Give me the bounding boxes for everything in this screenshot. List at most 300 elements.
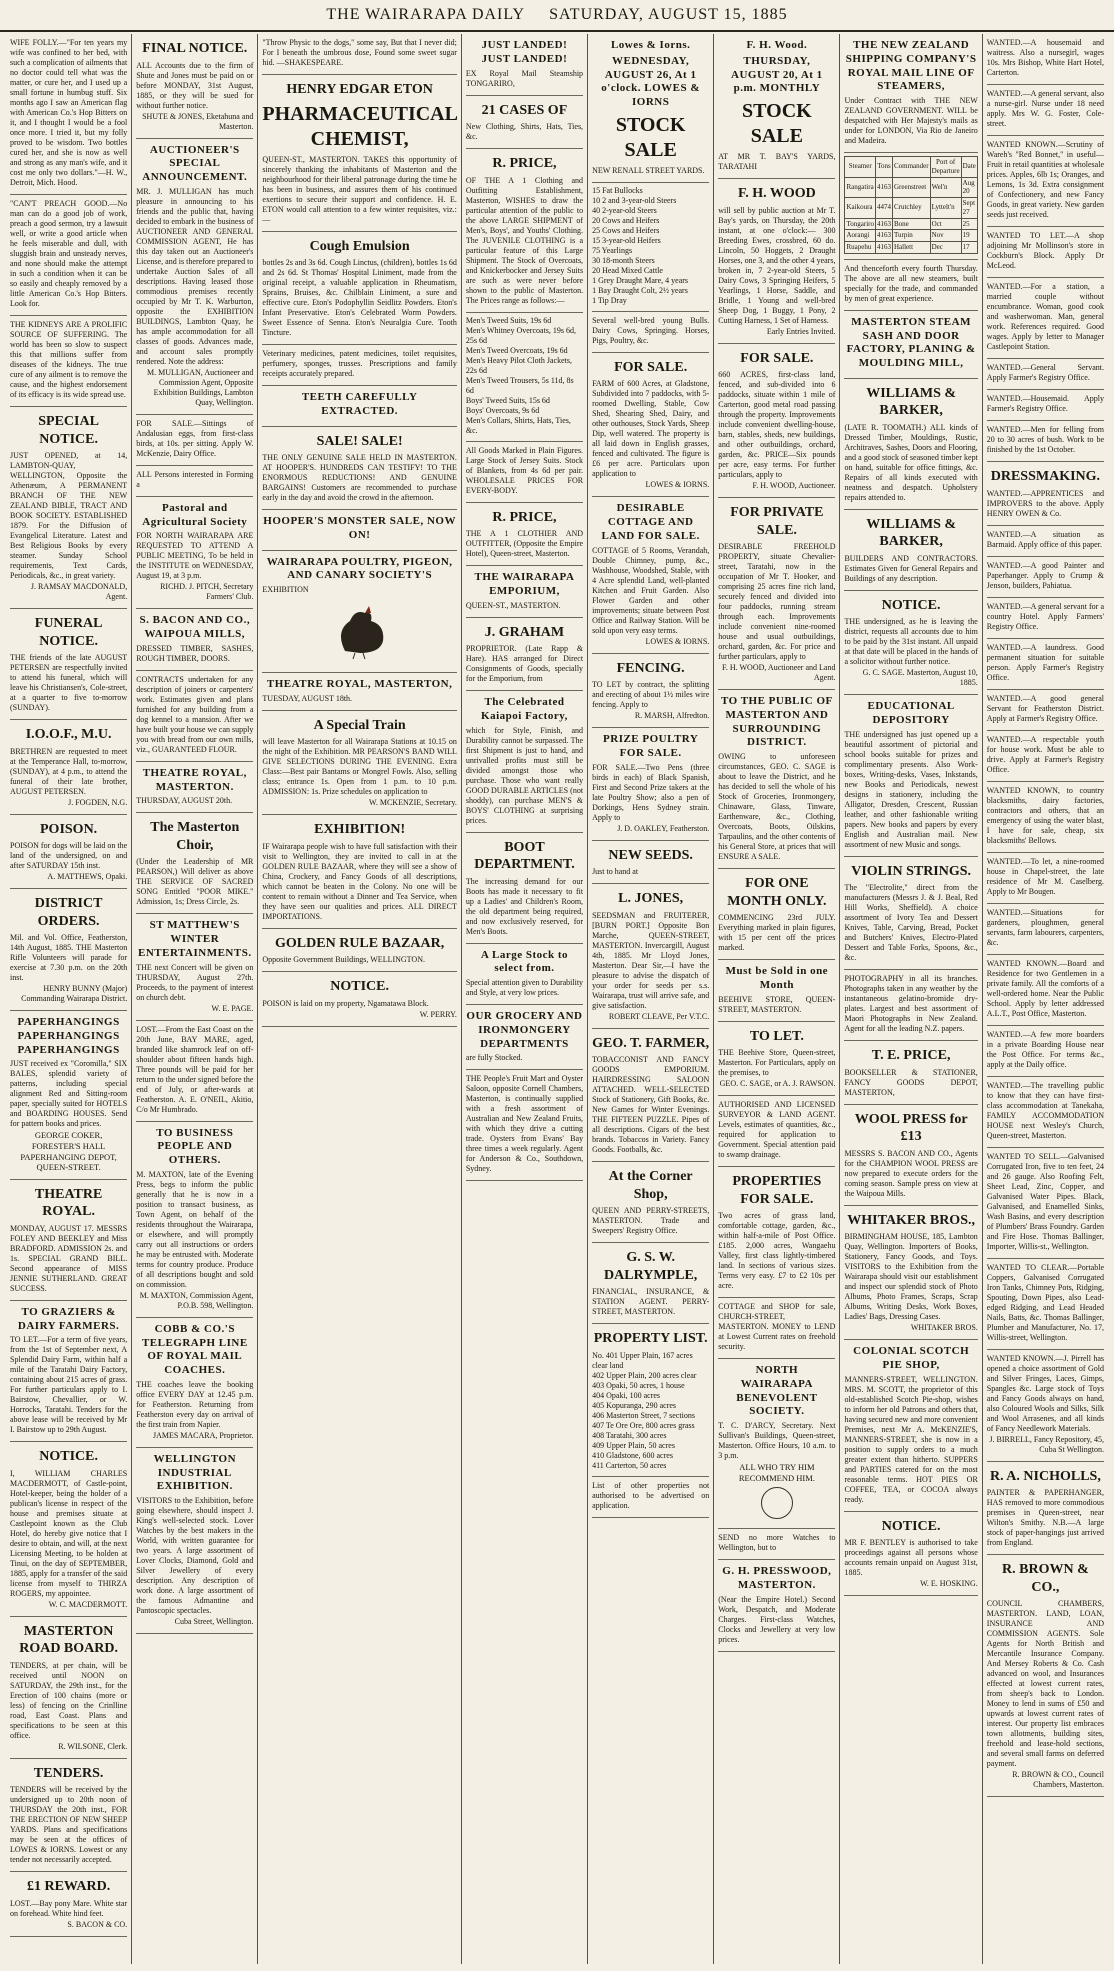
ad-body: SEND no more Watches to Wellington, but to	[718, 1533, 836, 1553]
ad-signature: W. MCKENZIE, Secretary.	[369, 798, 457, 808]
ad-title: L. JONES,	[618, 891, 684, 906]
table-cell: Aug 20	[961, 177, 977, 198]
ad-body: T. C. D'ARCY, Secretary. Next Sullivan's Buildings, Queen-street, Masterton. Office Hours, 10 a.m. to 3 p.m.	[718, 1421, 836, 1460]
ad-body: FINANCIAL, INSURANCE, & STATION AGENT. PERRY-STREET, MASTERTON.	[592, 1287, 710, 1316]
ad-list-item: 404 Opaki, 100 acres	[592, 1390, 661, 1400]
advertisement	[262, 711, 456, 816]
advertisement	[136, 415, 253, 466]
ad-body: WANTED.—APPRENTICES and IMPROVERS to the above. Apply HENRY OWEN & Co.	[986, 488, 1104, 518]
ad-signature: A. MATTHEWS, Opaki.	[47, 872, 128, 881]
ad-body: WANTED KNOWN, to country blacksmiths, dairy factories, contractors and others, that an emergency of using the water blast, I have for sale, cheap, six blacksmiths' Bellows.	[986, 785, 1104, 845]
ad-signature: LOWES & IORNS.	[645, 480, 710, 490]
table-row	[845, 242, 977, 254]
ad-title: NOTICE.	[39, 1449, 98, 1465]
column-5	[588, 34, 714, 1964]
newspaper-columns	[6, 34, 1108, 1964]
advertisement	[718, 344, 835, 499]
advertisement	[136, 1448, 253, 1634]
ad-body: JUST OPENED, at 14, LAMBTON-QUAY, WELLINGTON, Opposite the Athenæum, A PERMANENT BRANCH OF THE NEW ZEALAND BIBLE, TRACT AND BOOK SOCIETY. ESTABLISHED 1879. For the Diffusion of Evangelical Literature. Latest and Best Religious Books by every steamer. Sunday School requirements, Text Cards, Periodicals, &c., in great variety.	[10, 451, 128, 580]
ad-body: (Under the Leadership of MR PEARSON,) Will deliver as above THE SERVICE OF SACRED SONG Entitled "POOR MIKE." Admission, 1s; Dress Circle, 2s.	[136, 857, 254, 907]
ad-title: GEO. T. FARMER,	[592, 1035, 710, 1051]
ad-title: THEATRE ROYAL, MASTERTON,	[266, 678, 453, 690]
advertisement	[466, 566, 583, 618]
advertisement	[987, 1555, 1104, 1797]
ad-signature: WHITAKER BROS.	[910, 1323, 978, 1333]
advertisement	[718, 1022, 835, 1097]
advertisement	[592, 1162, 709, 1243]
advertisement	[592, 353, 709, 498]
ad-signature: S. BACON & CO.	[67, 1919, 128, 1929]
ad-signature: G. C. SAGE. Masterton, August 10, 1885.	[862, 668, 978, 688]
advertisement	[987, 421, 1104, 462]
ad-body: THE Beehive Store, Queen-street, Masterton. For Particulars, apply on the premises, to	[718, 1048, 836, 1077]
ad-body: WANTED.—A situation as Barmaid. Apply office of this paper.	[986, 529, 1104, 549]
ad-body: WANTED.—To let, a nine-roomed house in Chapel-street, the late residence of Mr M. Caselberg. Apply to Mr Bougen.	[986, 856, 1104, 896]
table-cell: 17	[961, 242, 977, 254]
advertisement	[718, 690, 835, 869]
advertisement	[844, 1105, 977, 1206]
ad-body: Two acres of grass land, comfortable cottage, garden, &c., within half-a-mile of Post Office. £185. 2,000 acres, Wangaehu Valley, first class lightly-timbered land. In sections of various sizes. Terms very easy. £7 to £2 10s per acre.	[718, 1211, 836, 1290]
advertisement	[466, 691, 583, 833]
advertisement	[987, 690, 1104, 731]
table-cell: Wel'n	[930, 177, 961, 198]
ad-title: FOR SALE.	[740, 350, 814, 366]
ad-title: FOR SALE.	[614, 359, 688, 375]
ad-title: NORTH WAIRARAPA BENEVOLENT SOCIETY.	[736, 1364, 818, 1418]
ad-body: QUEEN-ST., MASTERTON. TAKES this opportunity of sincerely thanking the inhabitants of Masterton and the neighbourhood for their liberal patronage during the time he has been in business, and assures them of his continued exertions to secure their support and confidence. H. E. ETON would call attention to a few winter requisites, viz.:—	[262, 154, 457, 224]
advertisement	[262, 345, 456, 386]
ad-signature: J. BIRRELL, Fancy Repository, 45, Cuba St Wellington.	[989, 1434, 1104, 1454]
ad-body: IF Wairarapa people wish to have full satisfaction with their visit to Wellington, they are invited to call in at the GOLDEN RULE BAZAAR, where they will see a show of China, Crockery, and Fancy Goods of all descriptions, which cannot be beaten in the Colony. No one will be content to remain without a Dinner and Tea Service, when they have seen our qualities and prices. ALL DIRECT IMPORTATIONS.	[262, 841, 457, 921]
table-cell: 25	[961, 218, 977, 230]
ad-title: EDUCATIONAL DEPOSITORY	[867, 700, 955, 726]
ad-title: R. BROWN & CO.,	[1002, 1562, 1089, 1595]
ad-title: The Masterton Choir,	[150, 820, 240, 853]
ad-signature: W. E. HOSKING.	[920, 1579, 978, 1589]
ad-list-item: Men's Heavy Pilot Cloth Jackets, 22s 6d	[465, 355, 572, 375]
table-header: Port of Departure	[930, 157, 961, 178]
advertisement	[592, 1477, 709, 1518]
ad-body: QUEEN AND PERRY-STREETS, MASTERTON. Trade and Sweepers' Registry Office.	[592, 1206, 710, 1235]
ad-list-item: 40 2-year-old Steers	[592, 205, 657, 215]
advertisement	[10, 407, 127, 609]
ad-title: THEATRE ROYAL.	[34, 1186, 103, 1220]
ad-body: The increasing demand for our Boots has made it necessary to fit up a Ladies' and Children's Room, the old department being required, and now exclusively reserved, for Men's Boots.	[465, 876, 584, 936]
ad-body: WANTED.—A general servant for a country Hotel. Apply Farmers' Registry Office.	[986, 601, 1104, 631]
advertisement	[987, 359, 1104, 390]
advertisement	[136, 609, 253, 671]
advertisement	[262, 510, 456, 551]
table-cell: Aorangi	[845, 230, 876, 242]
advertisement	[10, 889, 127, 1011]
ad-list-item: 411 Carterton, 50 acres	[592, 1460, 667, 1470]
ad-body: "Throw Physic to the dogs," some say, But that I never did; For I beneath the umbrous dose, Found some sweet sugar hid. —SHAKESPEARE.	[262, 38, 457, 67]
ad-list-item: No. 401 Upper Plain, 167 acres clear land	[592, 1350, 693, 1370]
ad-body: THE undersigned, as he is leaving the district, requests all accounts due to him to be paid by the 31st instant. All unpaid at that date will be placed in the hands of a solicitor without further notice.	[844, 617, 978, 667]
ad-body: POISON is laid on my property, Ngamatawa Block.	[262, 998, 429, 1008]
ad-body: TUESDAY, AUGUST 18th.	[262, 693, 353, 703]
ad-title: HENRY EDGAR ETON	[286, 82, 433, 97]
ad-body: Mil. and Vol. Office, Featherston, 14th August, 1885. THE Masterton Rifle Volunteers will parade for exercise at 7.30 p.m. on the 20th inst.	[10, 933, 128, 982]
advertisement	[987, 1148, 1104, 1259]
table-cell: Oct	[930, 218, 961, 230]
ad-signature: M. MULLIGAN, Auctioneer and Commission Agent, Opposite Exhibition Buildings, Lambton Quay, Wellington.	[146, 367, 254, 407]
advertisement	[718, 1096, 835, 1167]
ad-title: G. S. W. DALRYMPLE,	[604, 1250, 698, 1283]
ad-body: AUTHORISED AND LICENSED SURVEYOR & LAND AGENT. Levels, estimates of quantities, &c., required for application to Government. Special attention paid to swamp drainage.	[718, 1100, 836, 1159]
table-cell: Crutchley	[892, 198, 930, 219]
ad-title: FOR PRIVATE SALE.	[730, 505, 824, 538]
ad-title: PRIZE POULTRY FOR SALE.	[603, 733, 699, 759]
advertisement	[10, 1180, 127, 1301]
ad-list-item: 403 Opaki, 50 acres, 1 house	[592, 1380, 685, 1390]
advertisement	[136, 34, 253, 139]
ad-body: PHOTOGRAPHY in all its branches. Photographs taken in any weather by the instantaneous gelatino-bromide dry-plates. Largest and best assortment of Maori Photographs in New Zealand. Agent for all the leading N.Z. papers.	[844, 974, 978, 1034]
advertisement	[987, 526, 1104, 557]
ad-list-item: 1 Grey Draught Mare, 4 years	[592, 275, 689, 285]
table-cell: Nov	[930, 230, 961, 242]
ad-body: MESSRS S. BACON AND CO., Agents for the CHAMPION WOOL PRESS are now prepared to execute orders for the coming season. Sample press on view at the Waipoua Mills.	[844, 1148, 978, 1198]
advertisement	[844, 311, 977, 379]
ad-subtitle: STOCK SALE	[615, 113, 686, 161]
table-cell: 4163	[875, 177, 892, 198]
ad-body: EX Royal Mail Steamship TONGARIRO,	[465, 68, 584, 88]
advertisement	[10, 1442, 127, 1617]
ad-body: LOST.—From the East Coast on the 20th June, BAY MARE, aged, branded like shamrock leaf on off-shoulder about fifteen hands high. Three pounds will be paid for her return to the under signed before the end of July, or after-wards at Featherston. A. E. O'NEIL, Akitio, C/o Mr Humbrado.	[136, 1024, 254, 1114]
advertisement	[262, 386, 456, 427]
ad-title: GOLDEN RULE BAZAAR,	[275, 935, 445, 951]
ad-body: All Goods Marked in Plain Figures. Large Stock of Jersey Suits. Stock of Blankets, from 4s 6d per pair. WHOLESALE PRICES FOR EVERY-BODY.	[465, 445, 584, 495]
ad-body: Veterinary medicines, patent medicines, toilet requisites, perfumery, sponges, trusses. Prescriptions and family receipts accurately prepared.	[262, 349, 457, 378]
pocket-watch-icon	[761, 1487, 793, 1519]
ad-title: WELLINGTON INDUSTRIAL EXHIBITION.	[153, 1452, 237, 1493]
ad-body: WANTED TO CLEAR.—Portable Coppers, Galvanised Corrugated Iron Tanks, Chimney Pots, Ridging, Spouting, Down Pipes, also Lead-edged Ridging, and Lead Headed Nails, Batts, &c. Thomas Ballinger, Plumber and Manufacturer, No. 17, Willis-street, Wellington.	[986, 1262, 1104, 1342]
ad-title: WOOL PRESS for £13	[854, 1111, 968, 1145]
ad-signature: R. BROWN & CO., Council Chambers, Masterton.	[1012, 1770, 1104, 1789]
ad-body: FOR SALE.—Sittings of Andalusian eggs, from first-class birds, at 10s. per sitting. Apply W. McKenzie, Dairy Office.	[136, 418, 254, 458]
ad-body: are fully Stocked.	[465, 1053, 523, 1063]
ad-signature: J. RAMSAY MACDONALD, Agent.	[30, 582, 128, 601]
advertisement	[466, 833, 583, 944]
advertisement	[10, 1011, 127, 1180]
ad-signature: W. C. MACDERMOTT.	[48, 1599, 128, 1609]
table-cell: 19	[961, 230, 977, 242]
ad-body: THE coaches leave the booking office EVERY DAY at 12.45 p.m. for Featherston. Returning from Featherston every day on arrival of the first train from Napier.	[136, 1379, 254, 1429]
ad-body: TO LET.—For a term of five years, from the 1st of September next, A Splendid Dairy Farm, within half a mile of the Taratahi Dairy Factory, containing about 215 acres of grass. For further particulars apply to I. Bairstow, Chevallier, or W. Horrocks, Taratahi. Tenders for the above lease will be received by Mr I. Bairstow up to 29th August.	[10, 1335, 128, 1435]
ad-header: Lowes & Iorns.	[610, 39, 691, 51]
table-cell: 4163	[875, 218, 892, 230]
ad-body: EXHIBITION	[262, 585, 309, 594]
ad-body: Opposite Government Buildings, WELLINGTON.	[262, 955, 425, 965]
ad-title: TO THE PUBLIC OF MASTERTON AND SURROUNDING DISTRICT.	[720, 695, 833, 749]
ad-title: VIOLIN STRINGS.	[851, 863, 972, 879]
column-6	[714, 34, 840, 1964]
advertisement	[718, 960, 835, 1022]
table-header: Commander	[892, 157, 930, 178]
ad-signature: W. E. PAGE.	[211, 1003, 254, 1013]
ad-body: BOOKSELLER & STATIONER, FANCY GOODS DEPOT, MASTERTON,	[844, 1067, 978, 1097]
ad-body: WANTED KNOWN.—J. Pirrell has opened a choice assortment of Gold and Silver Fringes, Laces, Gimps, Spangles &c. Large stock of Toys and Fancy Goods always on hand, also Coloured Wools and Silks, Silk and Wool Arrasenes, and all kinds of Fancy Needlework Materials.	[986, 1353, 1104, 1433]
ad-list-item: Men's Tweed Suits, 19s 6d	[465, 315, 552, 325]
advertisement	[844, 695, 977, 857]
ad-title: NEW SEEDS.	[608, 847, 693, 863]
ad-title: FUNERAL NOTICE.	[34, 616, 103, 649]
ad-body: WANTED.—The travelling public to know that they can have first-class accommodation at Tanekaha, FAMILY ACCOMMODATION HOUSE next Wesley's Church, Queen-street, Masterton.	[986, 1080, 1104, 1140]
table-row	[845, 198, 977, 219]
sailing-table	[844, 156, 977, 254]
table-cell: Kaikoura	[845, 198, 876, 219]
advertisement	[987, 782, 1104, 853]
advertisement	[10, 815, 127, 890]
advertisement	[136, 671, 253, 762]
advertisement	[136, 914, 253, 1020]
ad-body: Under Contract with THE NEW ZEALAND GOVERNMENT. WILL be despatched with Her Majesty's mails as under for LONDON, Via Rio de Janeiro and Madeira.	[844, 96, 978, 145]
ad-list-item: 10 2 and 3-year-old Steers	[592, 195, 677, 205]
advertisement	[592, 884, 709, 1029]
ad-title: AUCTIONEER'S SPECIAL ANNOUNCEMENT.	[142, 143, 248, 183]
advertisement	[466, 442, 583, 503]
ad-title: MASTERTON STEAM SASH AND DOOR FACTORY, PLANING & MOULDING MILL,	[846, 315, 976, 369]
ad-title: DISTRICT ORDERS.	[34, 896, 103, 929]
advertisement	[844, 260, 977, 311]
ad-body: M. MAXTON, late of the Evening Press, begs to inform the public generally that he is now in a position to transact business, as Town Agent, on behalf of the residents throughout the Wairarapa, or elsewhere, and will promptly carry out all instructions or orders he may be entrusted with. Moderate terms for country produce. Produce of all descriptions bought and sold on commission.	[136, 1169, 254, 1289]
ad-title: TO LET.	[749, 1028, 804, 1044]
advertisement	[466, 149, 583, 313]
ad-footer: GEORGE COKER, FORESTER'S HALL PAPERHANGING DEPOT, QUEEN-STREET.	[20, 1130, 117, 1173]
ad-body: ALL Persons interested in Forming a	[136, 469, 254, 489]
advertisement	[10, 720, 127, 815]
ad-list-item: 410 Gladstone, 600 acres	[592, 1450, 673, 1460]
advertisement	[718, 1167, 835, 1298]
table-cell: Lyttelt'n	[930, 198, 961, 219]
ad-body: DESIRABLE FREEHOLD PROPERTY, situate Chevalier-street, Taratahi, now in the occupation of Mr T. Hooker, and comprising 25 acres fine rich land, securely fenced and divided into four paddocks, running stream through each. Improvements include convenient nine-roomed house and usual outbuildings, orchard, garden, &c. For price and further particulars, apply to	[718, 542, 836, 661]
ad-body: WANTED TO SELL.—Galvanised Corrugated Iron, five to ten feet, 24 and 26 gauge. Also Roofing Felt, Sheet Lead, Zinc, Copper, and Galvanised Water Pipes. Black, Galvanised, and Enamelled Sinks, Wash Basins, and every description of Plumbers' Brass Foundry. Garden and Fire Hose. Thomas Ballinger, Importer, Willis-st., Wellington.	[986, 1151, 1104, 1251]
advertisement	[987, 390, 1104, 421]
ad-title: Must be Sold in one Month	[725, 965, 829, 991]
ad-list-item: 20 Head Mixed Cattle	[592, 265, 663, 275]
ad-list-item: Men's Tweed Trousers, 5s 11d, 8s 6d	[465, 375, 574, 395]
ad-title: S. BACON AND CO., WAIPOUA MILLS,	[139, 614, 251, 640]
ad-list	[592, 1351, 709, 1471]
ad-subtitle: PHARMACEUTICAL CHEMIST,	[262, 102, 458, 150]
table-header: Tons	[875, 157, 892, 178]
advertisement	[136, 813, 253, 914]
ad-list-item: Boys' Overcoats, 9s 6d	[465, 405, 540, 415]
ad-body: 660 ACRES, first-class land, fenced, and sub-divided into 6 paddocks, situate within 1 mile of Carterton, good metal road passing through the property. Improvements include convenient dwelling-house, barn, stables, sheds, new buildings, and other outbuildings, orchard, garden, &c. PRICE—Six pounds per acre, easy terms. For further particulars, apply to	[718, 370, 836, 479]
ad-body: WANTED TO LET.—A shop adjoining Mr Mollinson's store in Cockburn's Block. Apply Dr McLeod.	[986, 231, 1104, 270]
ad-body: VISITORS to the Exhibition, before going elsewhere, should inspect J. King's well-selected stock. Lover Watches by the best makers in the World, with written guarantee for two years. A large assortment of Lover Clocks, Diamond, Gold and Silver Jewellery of every description. Any description of work done. A large assortment of the famous Admantine and Pantoscopic spectacles.	[136, 1496, 254, 1615]
ad-body: THE A 1 CLOTHIER AND OUTFITTER, (Opposite the Empire Hotel), Queen-street, Masterton.	[465, 529, 584, 558]
ad-title: JUST LANDED! JUST LANDED!	[481, 39, 568, 65]
column-8	[983, 34, 1108, 1964]
ad-body: NEW RENALL STREET YARDS.	[592, 165, 705, 175]
ad-title: PROPERTY LIST.	[593, 1331, 708, 1346]
ad-title: NOTICE.	[881, 597, 941, 613]
table-cell: Rangatira	[845, 177, 876, 198]
advertisement	[262, 232, 456, 346]
advertisement	[844, 1340, 977, 1512]
advertisement	[466, 944, 583, 1006]
advertisement	[592, 654, 709, 729]
ad-title: The Celebrated Kaiapoi Factory,	[481, 696, 568, 722]
ad-body: THE undersigned has just opened up a beautiful assortment of pictorial and school books suitable for prizes and complimentary presents. Also Work-boxes, Writing-desks, Vases, Inkstands, new Books and Periodicals, newest designs in stationery, including the Alligator, Dresden, Crescent, Russian leather, and other fashionable writing papers. New books and papers by every English and Australian mail. New assortment of new Music and songs.	[844, 729, 978, 849]
ad-body: TENDERS will be received by the undersigned up to 20th noon of THURSDAY the 20th inst., FOR THE ERECTION OF NEW SHEEP YARDS. Plans and specifications may be seen at the offices of LOWES & IORNS. Lowest or any tender not necessarily accepted.	[10, 1785, 128, 1865]
ad-body: AT MR T. BAY'S YARDS, TARATAHI	[718, 152, 836, 171]
ad-body: WANTED.—A good general Servant for Featherston District. Apply at Farmer's Registry Office.	[986, 693, 1104, 723]
ad-list-item: 15 3-year-old Heifers	[592, 235, 661, 245]
ad-title: FENCING.	[616, 660, 685, 676]
ad-title: TEETH CAREFULLY EXTRACTED.	[301, 391, 418, 417]
ad-body: FOR NORTH WAIRARAPA ARE REQUESTED TO ATTEND A PUBLIC MEETING, To be held in the INSTITUTE on WEDNESDAY, August 19, at 3 p.m.	[136, 531, 254, 581]
ad-title: WHITAKER BROS.,	[847, 1212, 975, 1228]
advertisement	[987, 85, 1104, 136]
ad-body: Just to hand at	[592, 867, 639, 876]
advertisement	[592, 728, 709, 841]
table-cell: 4163	[875, 230, 892, 242]
advertisement	[136, 466, 253, 497]
ad-list-item: 30 18-month Steers	[592, 255, 655, 265]
ad-title: THE WAIRARAPA EMPORIUM,	[474, 571, 575, 597]
advertisement	[844, 1206, 977, 1341]
column-2	[132, 34, 258, 1964]
ad-title: TO BUSINESS PEOPLE AND OTHERS.	[156, 1126, 234, 1166]
ad-list-item: 405 Kopuranga, 290 acres	[592, 1400, 677, 1410]
ad-body: WIFE FOLLY.—"For ten years my wife was confined to her bed, with such a complication of ailments that no doctor could tell what was the matter, or cure her, and I used up a small fortune in humbug stuff. Six months ago I saw an American flag with American Co.'s Hop Bitters on it, and I thought I would be a fool once more. I tried it, but my folly proved to be wisdom. Two bottles cured her, and she is now as well and strong as any man's wife, and it cost me only two dollars."—H. W., Detroit, Mich. Hood.	[10, 38, 128, 187]
ad-body: THE friends of the late AUGUST PETERSEN are respectfully invited to attend his funeral, which will leave his Christiansen's, Cole-street, at a quarter to five to-morrow (SUNDAY).	[10, 653, 128, 712]
advertisement	[10, 1617, 127, 1759]
ad-title: NOTICE.	[330, 979, 389, 995]
ad-signature: SHUTE & JONES, Eketahuna and Masterton.	[142, 111, 254, 131]
advertisement	[844, 970, 977, 1041]
ad-signature: F. H. WOOD, Auctioneer and Land Agent.	[722, 663, 836, 682]
ad-body: WANTED.—Situations for gardeners, ploughmen, general servants, farm labourers, carpenters, &c.	[986, 907, 1104, 947]
advertisement	[10, 195, 127, 316]
table-cell: Tongariro	[845, 218, 876, 230]
ad-signature: ROBERT CLEAVE, Per V.T.C.	[608, 1011, 710, 1021]
ad-signature: LOWES & IORNS.	[645, 636, 710, 646]
advertisement	[592, 841, 709, 885]
advertisement	[466, 618, 583, 692]
ad-body: MR F. BENTLEY is authorised to take proceedings against all persons whose accounts remain unpaid on August 31st, 1885.	[844, 1538, 978, 1578]
ad-body: PAINTER & PAPERHANGER, HAS removed to more commodious premises in Queen-street, near Wilton's Smithy. N.B.—A large stock of paper-hangings just arrived from England.	[986, 1488, 1104, 1547]
ad-body: bottles 2s and 3s 6d. Cough Linctus, (children), bottles 1s 6d and 2s 6d. St Thomas' Hospital Liniment, made from the original receipt, a valuable application in Rheumatism, Sprains, Bruises, &c. Chilblain Liniment, a sure and effective cure. Eton's Podophyllin Seidlitz Powders. Eton's Infant Preservative. Eton's Celebrated Worm Powders. Sweet Essence of Senna. Eton's Neuralgia Cure. Tooth Tincture.	[262, 258, 457, 337]
table-cell: Greenstreet	[892, 177, 930, 198]
advertisement	[987, 1259, 1104, 1350]
ad-title: THE NEW ZEALAND SHIPPING COMPANY'S ROYAL MAIL LINE OF STEAMERS,	[845, 39, 977, 93]
ad-title: A Special Train	[313, 717, 406, 733]
advertisement	[987, 462, 1104, 526]
ad-body: MONDAY, AUGUST 17. MESSRS FOLEY AND BEEKLEY and Miss BRADFORD. ADMISSION 2s. and 1s. SPECIAL GRAND BILL. Second appearance of MISS JENNIE SUTHERLAND. GREAT SUCCESS.	[10, 1223, 128, 1293]
advertisement	[262, 34, 456, 75]
ad-signature: J. D. OAKLEY, Featherston.	[617, 823, 710, 833]
ad-list-item: 408 Taratahi, 300 acres	[592, 1430, 667, 1440]
ad-body: COTTAGE of 5 Rooms, Verandah, Double Chimney, pump, &c., Washhouse, Woodshed, Stable, with 4 Acre splendid Land, well-planted Kitchen and Fruit Garden. Also Flower Garden and other improvements; situate between Post Office and Railway Station. Will be sold upon very easy terms.	[592, 545, 710, 635]
ad-body: LOST.—Bay pony Mare. White star on forehead. White hind feet.	[10, 1898, 128, 1918]
ad-list-item: 406 Masterton Street, 7 sections	[592, 1410, 695, 1420]
ad-body: WANTED KNOWN.—Board and Residence for two Gentlemen in a private family. All the comforts of a well-ordered home. Near the Public School. Apply by letter addressed A.L.T., Post Office, Masterton.	[986, 958, 1104, 1018]
column-1	[6, 34, 132, 1964]
ad-body: MANNERS-STREET, WELLINGTON. MRS. M. SCOTT, the proprietor of this old-established Scotch Pie-shop, wishes to inform her old Patrons and others that, having secured new and more convenient Premises, next Mr A. McKENZIE'S, MANNERS-STREET, she is now in a position to supply orders to a much greater extent than hitherto. SUPPERS and PARTIES catered for on the most reasonable terms. HOT PIES OR COFFEE, TEA, or COCOA always ready.	[844, 1374, 978, 1504]
ad-body: (LATE R. TOOMATH.) ALL kinds of Dressed Timber, Mouldings, Rustic, Architraves, Sashes, Doors and Flooring, and a good stock of seasoned timber kept on hand, suitable for office fittings, &c. Repairs of all kinds executed with neatness and despatch. Upholstery repairs attended to.	[844, 422, 978, 502]
advertisement	[10, 609, 127, 720]
ad-title: COBB & CO.'S TELEGRAPH LINE OF ROYAL MAIL COACHES.	[141, 1322, 248, 1376]
ad-body: THE People's Fruit Mart and Oyster Saloon, opposite Cornell Chambers, Masterton, is continually supplied with a fresh assortment of Australian and New Zealand Fruits, with which they drive a cutting trade. Oysters from Evans' Bay three times a week regularly. Agent for Anderson & Co., Southdown, Sydney.	[465, 1074, 584, 1174]
advertisement	[844, 153, 977, 260]
table-cell: Turpin	[892, 230, 930, 242]
ad-body: WANTED.—A few more boarders in a private Boarding House near the Post Office. For terms &c., apply at the Daily office.	[986, 1029, 1104, 1069]
advertisement	[136, 497, 253, 610]
ad-title: R. PRICE,	[492, 156, 557, 171]
advertisement	[844, 1041, 977, 1105]
ad-list-item: 409 Upper Plain, 50 acres	[592, 1440, 675, 1450]
column-7	[840, 34, 982, 1964]
ad-title: G. H. PRESSWOOD, MASTERTON.	[722, 1565, 832, 1591]
advertisement	[466, 1070, 583, 1181]
ad-body: WANTED.—Men for felling from 20 to 30 acres of bush. Work to be finished by the 1st October.	[986, 425, 1104, 454]
ad-body: CONTRACTS undertaken for any description of joiners or carpenters' work. Estimates given and plans furnished for any building from a dog kennel to a mansion. After we have built your house we can supply you with bread from our own mills, viz., GUARANTEED FLOUR.	[136, 674, 254, 754]
ad-list-item: Men's Whitney Overcoats, 19s 6d, 25s 6d	[465, 325, 577, 345]
advertisement	[987, 639, 1104, 690]
masthead-date: SATURDAY, AUGUST 15, 1885	[549, 6, 788, 23]
advertisement	[262, 815, 456, 929]
ad-body: WANTED.—A housemaid and waitress. Also a nursegirl, wages 10s. Mrs Bishop, White Hart Hotel, Carterton.	[986, 38, 1104, 77]
ad-body: FOR SALE.—Two Pens (three birds in each) of Black Spanish, First and Second Prize takers at the late Poultry Show; also a pen of Dorkings, Hens Sydney strain. Apply to	[592, 762, 710, 822]
advertisement	[987, 731, 1104, 782]
ad-body: PROPRIETOR. (Late Rapp & Hare). HAS arranged for Direct Consignments of Goods, specially for the Emporium, from	[465, 644, 584, 683]
table-header: Date	[961, 157, 977, 178]
ad-signature: Early Entries Invited.	[766, 326, 836, 336]
column-4	[462, 34, 588, 1964]
masthead-title: THE WAIRARAPA DAILY	[326, 6, 526, 23]
ad-title: EXHIBITION!	[314, 822, 406, 838]
table-cell: Dec	[930, 242, 961, 254]
advertisement	[987, 598, 1104, 639]
advertisement	[10, 316, 127, 407]
ad-body: THE next Concert will be given on THURSDAY, August 27th. Proceeds, to the payment of interest on church debt.	[136, 962, 254, 1002]
advertisement	[466, 1005, 583, 1070]
ad-body: TENDERS, at per chain, will be received until NOON on SATURDAY, the 29th inst., for the Erection of 100 chains (more or less) of fencing on the Crinlline road, East Coast. Plans and specifications to be seen at this office.	[10, 1660, 128, 1740]
advertisement	[592, 1243, 709, 1324]
ad-title: F. H. WOOD	[737, 186, 816, 201]
table-header: Steamer	[845, 157, 876, 178]
ad-title: HOOPER'S MONSTER SALE, NOW ON!	[263, 515, 456, 541]
ad-signature: J. FOGDEN, N.G.	[68, 797, 128, 807]
advertisement	[987, 955, 1104, 1026]
advertisement	[844, 857, 977, 971]
ad-body: will leave Masterton for all Wairarapa Stations at 10.15 on the night of the Exhibition. MR PEARSON'S BAND WILL GIVE SELECTIONS DURING THE EVENING. Extra Class:—Best pair Bantams or Mongrel Fowls. Also, selling class; entrance 1s. Open from 1 p.m. to 10 p.m. ADMISSION: 1s. Prize schedules on application to	[262, 737, 457, 797]
advertisement	[987, 1462, 1104, 1556]
ad-body: COMMENCING 23rd JULY. Everything marked in plain figures, with 15 per cent off the prices marked.	[718, 913, 836, 952]
ad-list	[466, 316, 583, 436]
ad-signature: F. H. WOOD, Auctioneer.	[752, 481, 836, 490]
ad-list	[592, 186, 709, 306]
ad-title: 21 CASES OF	[481, 102, 568, 118]
ad-body: WANTED.—General Servant. Apply Farmer's Registry Office.	[986, 363, 1104, 382]
ad-title: SPECIAL NOTICE.	[38, 414, 99, 447]
advertisement	[262, 551, 456, 674]
ad-signature: RICHD. J. PITCH, Secretary Farmers' Club.	[160, 582, 254, 602]
table-cell: Bone	[892, 218, 930, 230]
ad-body: WANTED.—A good Painter and Paperhanger. Apply to Crump & Jenson, builders, Pahiatua.	[986, 560, 1104, 590]
ad-title: FINAL NOTICE.	[142, 41, 248, 56]
ad-list-item: 1 Tip Dray	[592, 295, 627, 305]
advertisement	[136, 1021, 253, 1122]
advertisement	[466, 96, 583, 150]
advertisement	[262, 929, 456, 973]
advertisement	[718, 498, 835, 690]
ad-list-item: 15 Fat Bullocks	[592, 185, 643, 195]
advertisement	[466, 34, 583, 96]
